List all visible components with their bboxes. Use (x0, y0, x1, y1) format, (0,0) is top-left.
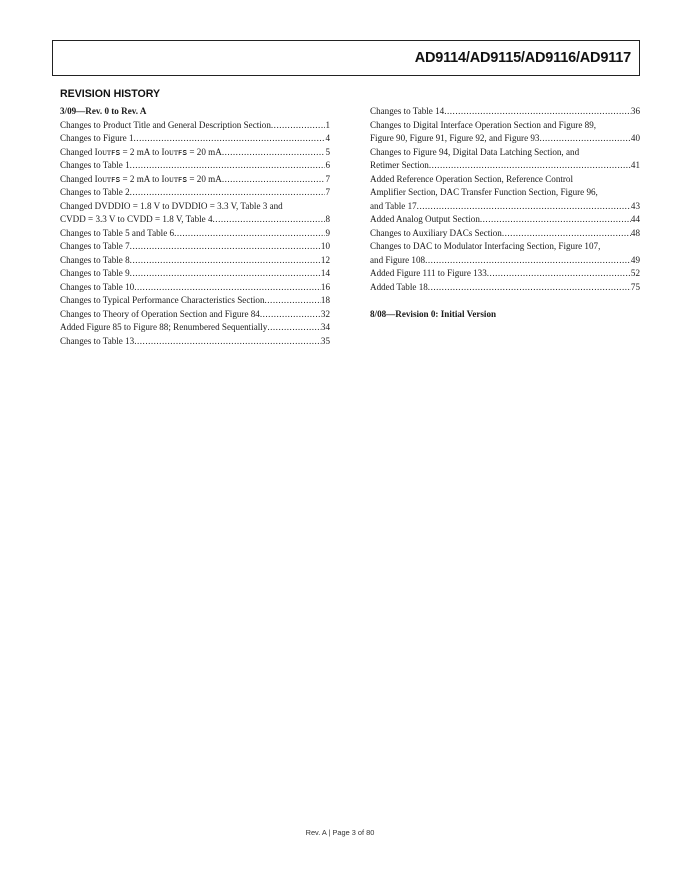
page-number: 40 (630, 133, 640, 143)
entry-text: and Table 17 (370, 200, 417, 211)
entry-toc-line (370, 132, 640, 146)
entry-toc-line (60, 281, 330, 295)
entry-text: Changed Iᴏᴜᴛꜰꜱ = 2 mA to Iᴏᴜᴛꜰꜱ = 20 mA (60, 173, 222, 184)
dot-leader (265, 294, 321, 308)
entry-text: Changes to Table 13 (60, 335, 135, 346)
entry-text-line: Changed DVDDIO = 1.8 V to DVDDIO = 3.3 V, Table 3 and (60, 200, 283, 211)
revision-entry (60, 254, 330, 268)
page-number: 6 (325, 160, 330, 170)
revision-entry (370, 281, 640, 295)
entry-text: Retimer Section (370, 160, 429, 170)
entry-toc-line (370, 281, 640, 295)
dot-leader (130, 254, 321, 268)
page-number: 32 (320, 308, 330, 319)
entry-text: Added Figure 111 to Figure 133 (370, 268, 487, 278)
page-number: 34 (320, 322, 330, 332)
dot-leader (213, 213, 326, 227)
dot-leader (425, 254, 631, 268)
entry-text: Changes to Auxiliary DACs Section (370, 227, 502, 238)
entry-toc-line (60, 227, 330, 241)
dot-leader (444, 105, 631, 119)
entry-toc-line (370, 105, 640, 119)
entry-toc-line (60, 240, 330, 254)
entry-text: Changes to Table 8 (60, 254, 130, 265)
entry-text: Figure 90, Figure 91, Figure 92, and Figure 93 (370, 133, 540, 143)
dot-leader (267, 321, 321, 335)
entry-toc-line (60, 308, 330, 322)
entry-toc-line (60, 321, 330, 335)
revision-entry (60, 321, 330, 335)
revision-entry (60, 294, 330, 308)
dot-leader (134, 335, 321, 349)
entry-text: Added Table 18 (370, 281, 428, 292)
dot-leader (502, 227, 631, 241)
left-entry-list (60, 119, 330, 349)
page-number: 18 (320, 295, 330, 305)
revision-entry (60, 186, 330, 200)
entry-toc-line (60, 267, 330, 281)
dot-leader (417, 200, 631, 214)
dot-leader (130, 267, 321, 281)
dot-leader (174, 227, 325, 241)
entry-text: Changes to Table 2 (60, 187, 130, 197)
right-column (370, 105, 640, 321)
page-number: 14 (320, 268, 330, 278)
entry-text: Changes to Table 14 (370, 106, 445, 116)
page-number: 36 (630, 106, 640, 116)
entry-text-line: Changes to DAC to Modulator Interfacing Section, Figure 107, (370, 241, 601, 251)
dot-leader (130, 159, 326, 173)
dot-leader (429, 159, 631, 173)
revision-entry (370, 240, 640, 267)
entry-text: Added Analog Output Section (370, 214, 480, 224)
dot-leader (222, 173, 326, 187)
page-number: 10 (320, 241, 330, 251)
page-number: 35 (320, 335, 330, 346)
revision-entry (60, 335, 330, 349)
revision-entry (60, 159, 330, 173)
page-number: 9 (325, 227, 330, 238)
entry-text: Added Figure 85 to Figure 88; Renumbered Sequentially (60, 322, 268, 332)
revision-entry (60, 119, 330, 133)
revision-entry (60, 146, 330, 160)
revision-entry (370, 173, 640, 214)
entry-toc-line (60, 132, 330, 146)
entry-text: CVDD = 3.3 V to CVDD = 1.8 V, Table 4 (60, 214, 213, 224)
dot-leader (222, 146, 326, 160)
entry-toc-line (370, 267, 640, 281)
entry-text: Changes to Table 7 (60, 241, 130, 251)
revision-entry (370, 119, 640, 146)
dot-leader (134, 281, 321, 295)
revision-entry (370, 105, 640, 119)
dot-leader (487, 267, 631, 281)
entry-toc-line (370, 213, 640, 227)
entry-toc-line (60, 213, 330, 227)
entry-text: Changes to Table 5 and Table 6 (60, 227, 175, 238)
entry-text: Changes to Theory of Operation Section and Figure 84 (60, 308, 260, 319)
entry-text: Changes to Product Title and General Description Section (60, 119, 271, 130)
dot-leader (130, 240, 321, 254)
entry-text: Changes to Table 1 (60, 160, 130, 170)
page-number: 7 (325, 173, 330, 184)
page-number: 7 (325, 187, 330, 197)
page-number: 44 (630, 214, 640, 224)
entry-toc-line (60, 146, 330, 160)
entry-toc-line (370, 227, 640, 241)
dot-leader (134, 132, 326, 146)
entry-toc-line (60, 335, 330, 349)
entry-text: Changed Iᴏᴜᴛꜰꜱ = 2 mA to Iᴏᴜᴛꜰꜱ = 20 mA (60, 146, 222, 157)
revision-entry (60, 132, 330, 146)
revision-entry (370, 227, 640, 241)
revision-entry (60, 173, 330, 187)
header-box (52, 40, 640, 76)
page-number: 16 (320, 281, 330, 292)
revision-history-heading: REVISION HISTORY (60, 88, 161, 100)
revision-entry (370, 213, 640, 227)
page-number: 12 (320, 254, 330, 265)
page-number: 1 (325, 119, 330, 130)
revision-entry (60, 308, 330, 322)
page-number: 52 (630, 268, 640, 278)
page-footer: Rev. A | Page 3 of 80 (305, 828, 375, 837)
revision-entry (60, 281, 330, 295)
entry-text: Changes to Table 10 (60, 281, 135, 292)
page-number: 43 (630, 200, 640, 211)
revision-entry (370, 267, 640, 281)
entry-toc-line (370, 200, 640, 214)
entry-text-line: Amplifier Section, DAC Transfer Function Section, Figure 96, (370, 187, 598, 197)
page-number: 48 (630, 227, 640, 238)
document-title: AD9114/AD9115/AD9116/AD9117 (414, 50, 631, 66)
entry-toc-line (370, 159, 640, 173)
revision-entry (60, 227, 330, 241)
entry-text: and Figure 108 (370, 254, 426, 265)
page-number: 4 (325, 133, 330, 143)
page-number: 8 (325, 214, 330, 224)
entry-toc-line (60, 119, 330, 133)
right-entry-list (370, 105, 640, 294)
revision-subheading: 8/08—Revision 0: Initial Version (370, 308, 497, 319)
revision-entry (60, 240, 330, 254)
revision-subheading: 3/09—Rev. 0 to Rev. A (60, 106, 147, 116)
dot-leader (130, 186, 326, 200)
revision-entry (370, 146, 640, 173)
entry-text: Changes to Table 9 (60, 268, 130, 278)
dot-leader (539, 132, 630, 146)
entry-toc-line (60, 186, 330, 200)
page-number: 75 (630, 281, 640, 292)
dot-leader (271, 119, 326, 133)
entry-toc-line (60, 254, 330, 268)
dot-leader (428, 281, 631, 295)
entry-text-line: Added Reference Operation Section, Reference Control (370, 173, 574, 184)
page-number: 49 (630, 254, 640, 265)
entry-text-line: Changes to Digital Interface Operation Section and Figure 89, (370, 119, 597, 130)
entry-toc-line (60, 294, 330, 308)
entry-text-line: Changes to Figure 94, Digital Data Latching Section, and (370, 146, 580, 157)
revision-entry (60, 267, 330, 281)
spacer (370, 294, 640, 308)
entry-text: Changes to Typical Performance Characteristics Section (60, 295, 265, 305)
page-number: 41 (630, 160, 640, 170)
entry-toc-line (60, 173, 330, 187)
revision-entry (60, 200, 330, 227)
entry-toc-line (370, 254, 640, 268)
dot-leader (480, 213, 631, 227)
dot-leader (260, 308, 321, 322)
entry-toc-line (60, 159, 330, 173)
entry-text: Changes to Figure 1 (60, 133, 134, 143)
left-column (60, 105, 330, 348)
page-number: 5 (325, 146, 330, 157)
